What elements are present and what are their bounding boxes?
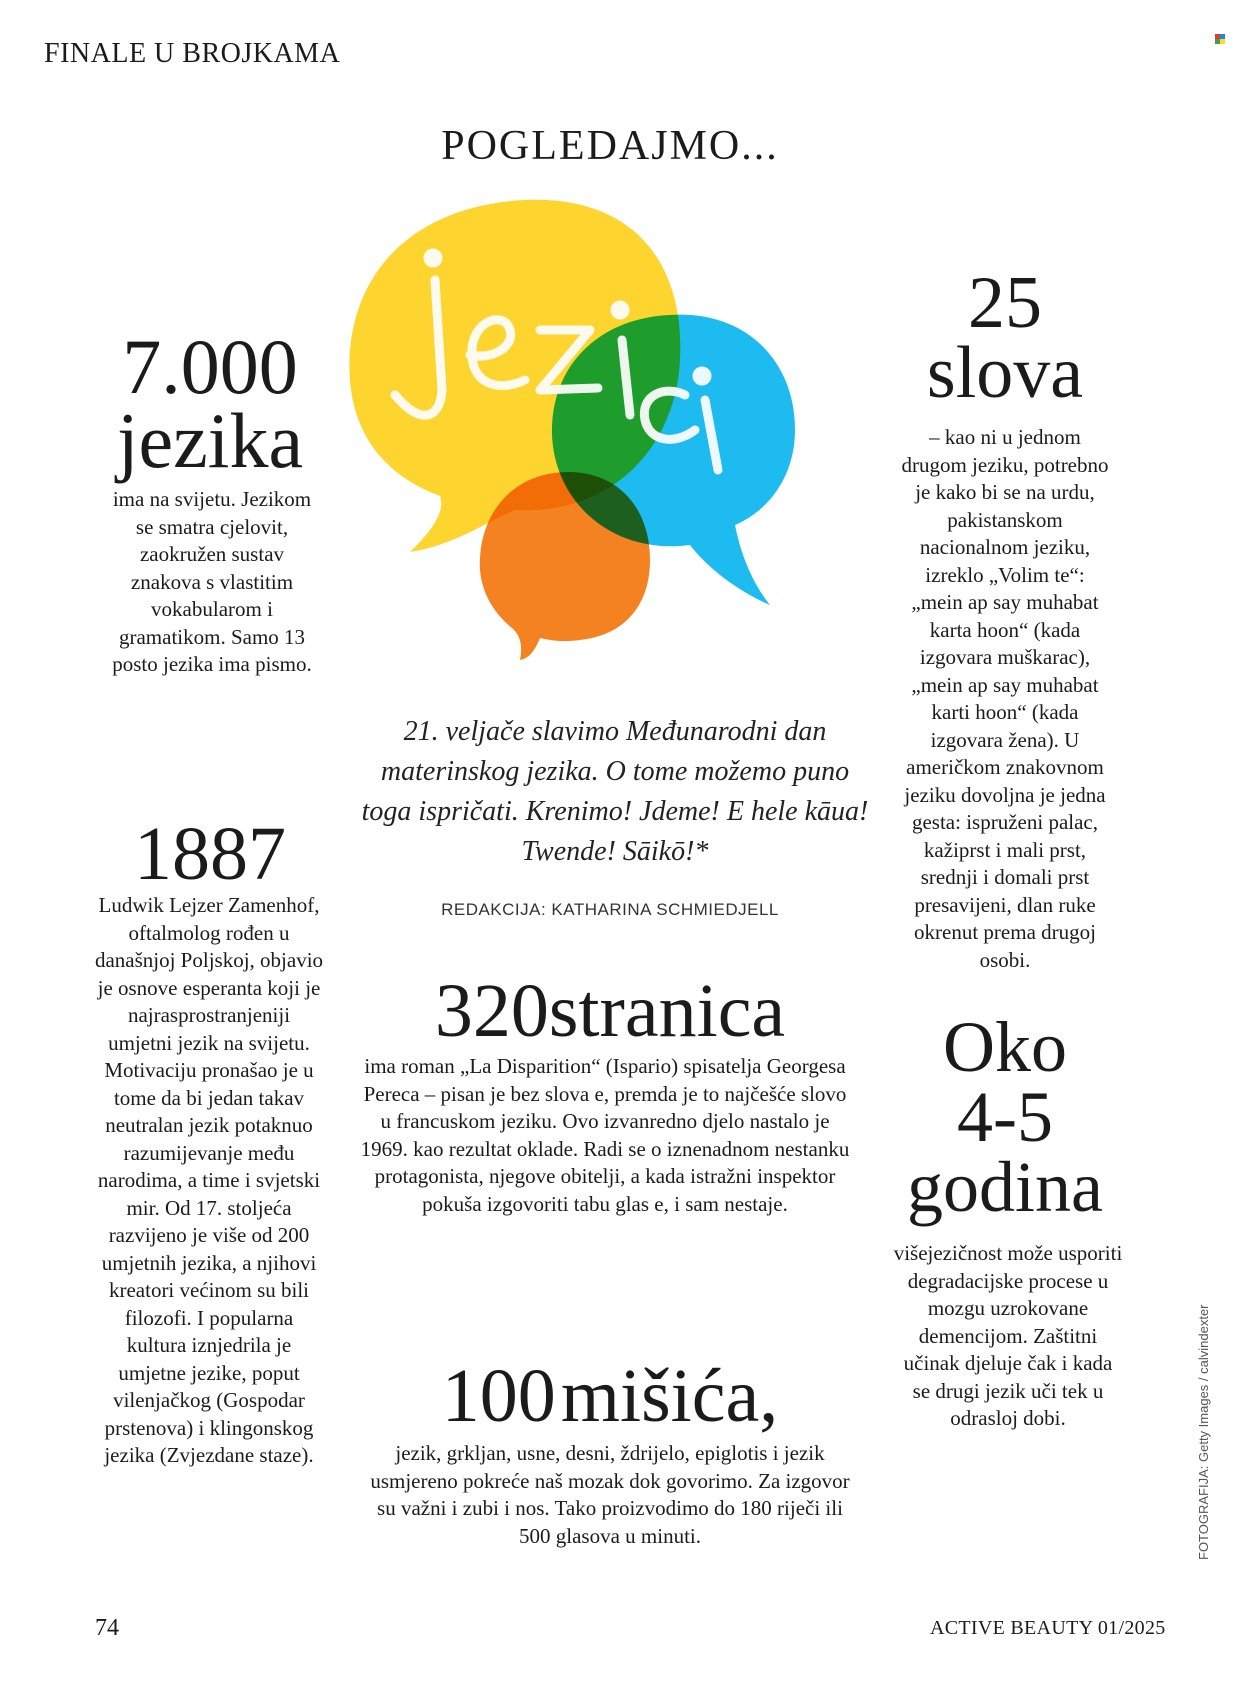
fact-letters	[895, 262, 1115, 415]
fact-letters-text: – kao ni u jednom drugom jeziku, potrebno je kako bi se na urdu, pakistanskom nacionalnom jeziku, izreklo „Volim te“: „mein ap say muhabat karta hoon“ (kada izgovara muškarac), „mein ap say muhabat karti hoon“ (kada izgovara žena). U američkom znakovnom jeziku dovoljna je jedna gesta: ispruženi palac, kažiprst i mali prst, srednji i domali prst presavijeni, dlan ruke okrenut prema drugoj osobi.	[901, 425, 1109, 972]
fact-languages-number: 7.000	[122, 323, 298, 410]
fact-year-text: Ludwik Lejzer Zamenhof, oftalmolog rođen u današnjoj Poljskoj, objavio je osnove esperanta koji je najrasprostranjeniji umjetni jezik na svijetu. Motivaciju pronašao je u tome da bi jedan takav neutralan jezik potaknuo razumijevanje među narodima, a time i svjetski mir. Od 17. stoljeća razvijeno je više od 200 umjetnih jezika, a njihovi kreatori većinom su bili filozofi. I popularna kultura iznjedrila je umjetne jezike, poput vilenjačkog (Gospodar prstenova) i klingonskog jezika (Zvjezdane staze).	[94, 893, 324, 1467]
fact-pages-number: 320	[434, 969, 549, 1053]
page-heading: POGLEDAJMO...	[441, 123, 779, 169]
fact-age	[880, 1007, 1130, 1227]
page-number: 74	[95, 1615, 119, 1641]
fact-letters-unit: slova	[926, 332, 1084, 415]
fact-muscles-number: 100	[441, 1354, 556, 1438]
intro-text: 21. veljače slavimo Međunarodni dan materinskog jezika. O tome možemo puno toga ispričati. Krenimo! Jdeme! E hele kāua! Twende! Sāikō!*	[361, 716, 869, 867]
fact-muscles-text: jezik, grkljan, usne, desni, ždrijelo, epiglotis i jezik usmjereno pokreće naš mozak dok govorimo. Za izgovor su važni i zubi i nos. Tako proizvodimo do 180 riječi ili 500 glasova u minuti.	[370, 1441, 850, 1548]
fact-languages-text: ima na svijetu. Jezikom se smatra cjelovit, zaokružen sustav znakova s vlastitim vokabularom i gramatikom. Samo 13 posto jezika ima pismo.	[112, 487, 312, 676]
editorial-credit: REDAKCIJA: KATHARINA SCHMIEDJELL	[441, 900, 779, 919]
fact-age-text: višejezičnost može usporiti degradacijske procese u mozgu uzrokovane demencijom. Zaštitni učinak djeluje čak i kada se drugi jezik uči tek u odrasloj dobi.	[893, 1241, 1123, 1430]
fact-letters-number: 25	[968, 262, 1042, 344]
fact-age-line3: godina	[907, 1147, 1103, 1227]
photo-credit: FOTOGRAFIJA: Getty Images / calvindexter	[1196, 1304, 1211, 1560]
section-title: FINALE U BROJKAMA	[44, 38, 341, 69]
publisher-logo-icon	[1215, 34, 1225, 44]
fact-languages	[100, 323, 320, 485]
fact-languages-unit: jezika	[116, 397, 304, 485]
speech-bubbles-illustration	[340, 180, 840, 660]
fact-age-line2: 4-5	[957, 1077, 1053, 1157]
fact-pages-unit: stranica	[548, 969, 786, 1053]
orange-speech-bubble	[480, 472, 650, 660]
fact-pages-text: ima roman „La Disparition“ (Ispario) spisatelja Georgesa Pereca – pisan je bez slova e, premda je to najčešće slovo u francuskom jeziku. Ovo izvanredno djelo nastalo je 1969. kao rezultat oklade. Radi se o iznenadnom nestanku protagonista, njegove obitelji, a kada istražni inspektor pokuša izgovoriti tabu glas e, i sam nestaje.	[360, 1054, 850, 1216]
fact-muscles	[360, 1354, 860, 1438]
fact-pages	[360, 969, 860, 1053]
fact-year-number: 1887	[134, 812, 286, 896]
fact-age-line1: Oko	[943, 1007, 1067, 1087]
magazine-issue: ACTIVE BEAUTY 01/2025	[930, 1617, 1166, 1639]
fact-muscles-unit: mišića,	[560, 1354, 779, 1438]
